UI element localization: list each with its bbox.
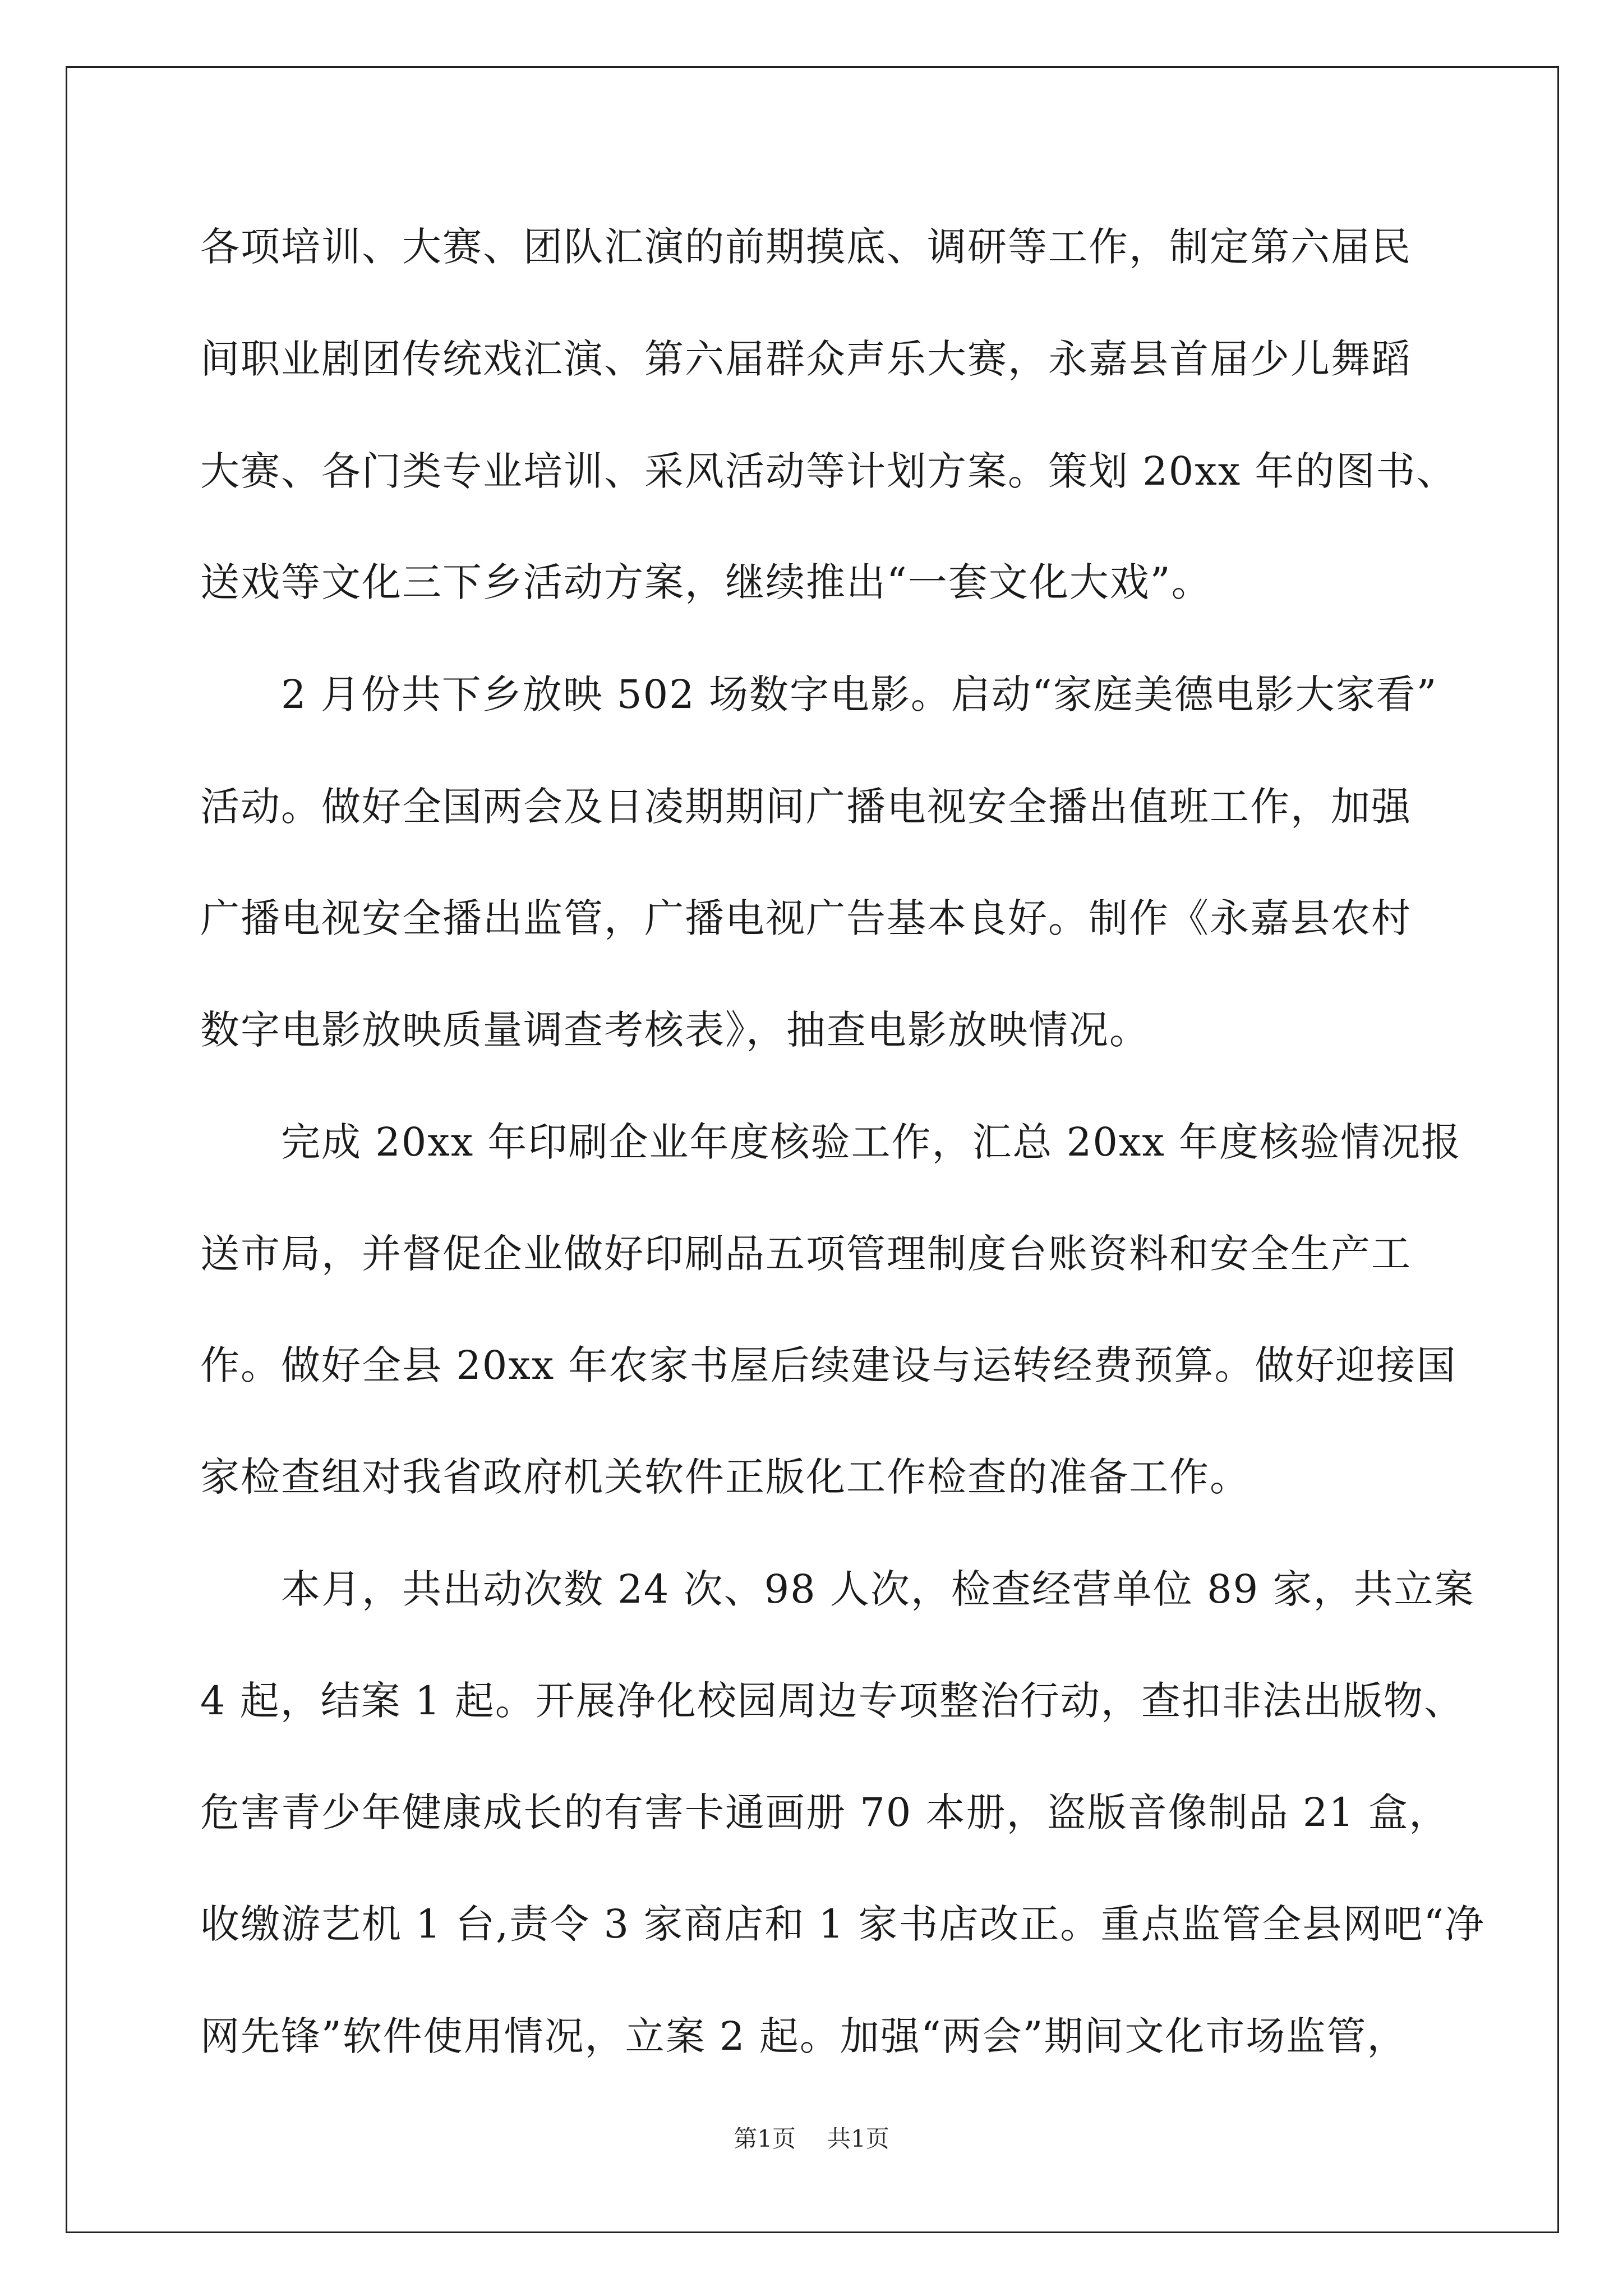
text-line: 完成 20xx 年印刷企业年度核验工作，汇总 20xx 年度核验情况报 (200, 1119, 1462, 1165)
page-total: 共1页 (827, 2125, 889, 2152)
text-line: 数字电影放映质量调查考核表》，抽查电影放映情况。 (200, 1007, 1150, 1053)
text-line: 送戏等文化三下乡活动方案，继续推出“一套文化大戏”。 (200, 559, 1212, 605)
text-line: 4 起，结案 1 起。开展净化校园周边专项整治行动，查扣非法出版物、 (200, 1678, 1464, 1724)
page-footer (0, 2123, 1623, 2155)
text-line: 各项培训、大赛、团队汇演的前期摸底、调研等工作，制定第六届民 (200, 224, 1412, 270)
text-line: 广播电视安全播出监管，广播电视广告基本良好。制作《永嘉县农村 (200, 895, 1412, 941)
text-line: 活动。做好全国两会及日凌期期间广播电视安全播出值班工作，加强 (200, 784, 1412, 830)
text-line: 间职业剧团传统戏汇演、第六届群众声乐大赛，永嘉县首届少儿舞蹈 (200, 336, 1412, 382)
text-line: 危害青少年健康成长的有害卡通画册 70 本册，盗版音像制品 21 盒， (200, 1789, 1450, 1835)
text-line: 送市局，并督促企业做好印刷品五项管理制度台账资料和安全生产工 (200, 1231, 1412, 1277)
text-line: 网先锋”软件使用情况，立案 2 起。加强“两会”期间文化市场监管， (200, 2013, 1408, 2059)
text-line: 家检查组对我省政府机关软件正版化工作检查的准备工作。 (200, 1454, 1250, 1500)
text-line: 本月，共出动次数 24 次、98 人次，检查经营单位 89 家，共立案 (200, 1566, 1475, 1612)
text-line: 大赛、各门类专业培训、采风活动等计划方案。策划 20xx 年的图书、 (200, 448, 1457, 494)
text-line: 收缴游艺机 1 台,责令 3 家商店和 1 家书店改正。重点监管全县网吧“净 (200, 1901, 1486, 1947)
page-number: 第1页 (734, 2125, 796, 2152)
text-line: 作。做好全县 20xx 年农家书屋后续建设与运转经费预算。做好迎接国 (200, 1342, 1457, 1388)
text-line: 2 月份共下乡放映 502 场数字电影。启动“家庭美德电影大家看” (200, 671, 1438, 717)
